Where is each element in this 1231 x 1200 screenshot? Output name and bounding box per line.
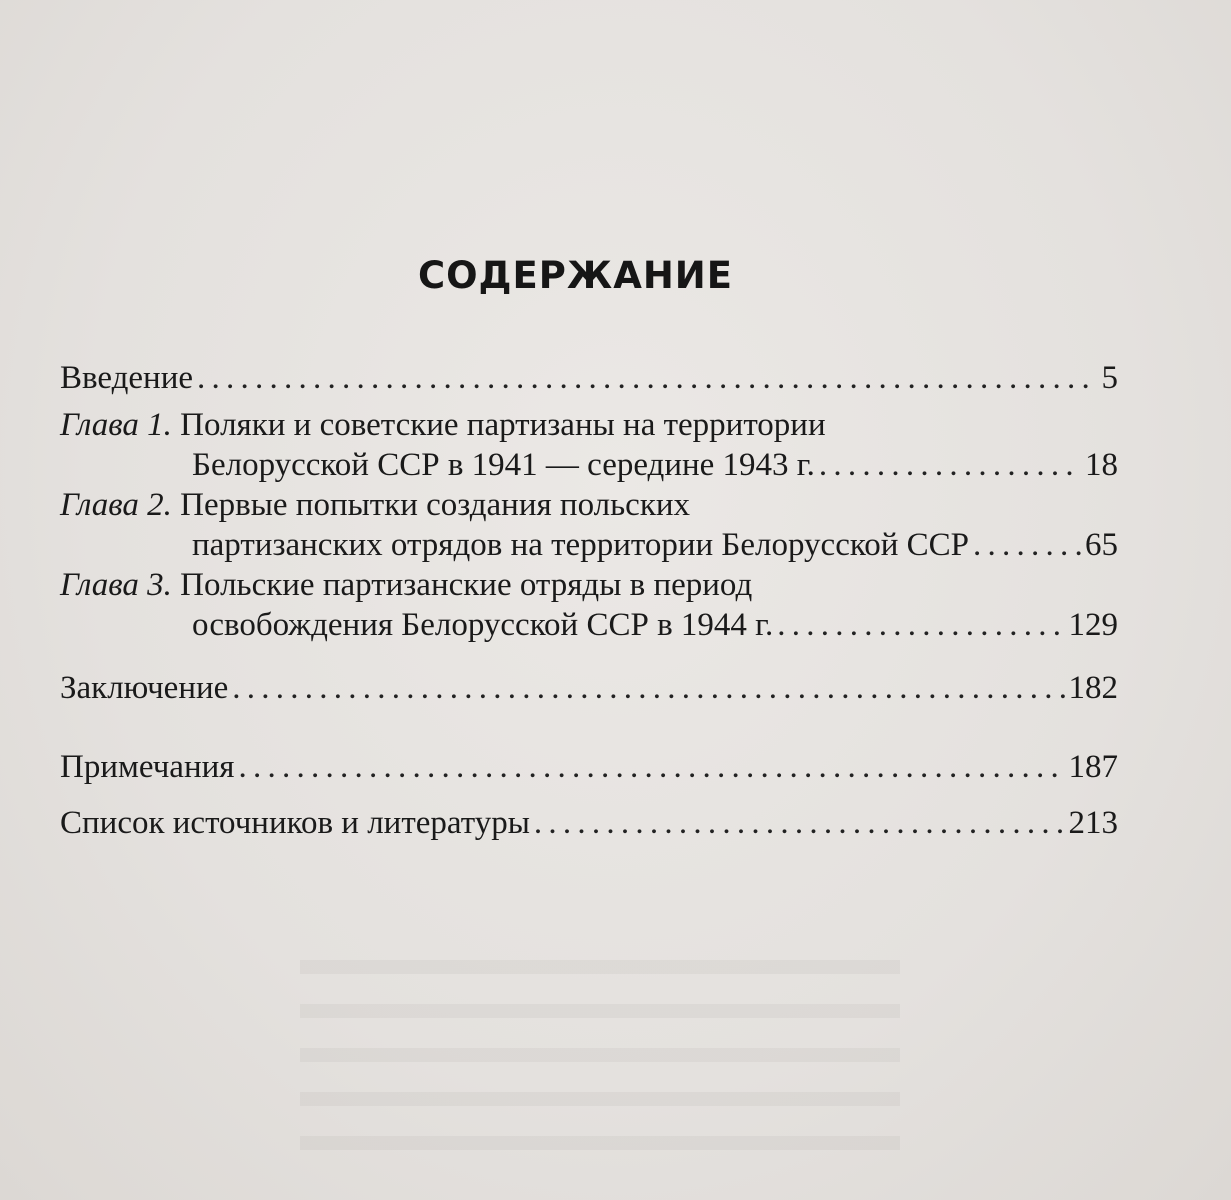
toc-entry-chapter-2 <box>60 485 1118 565</box>
toc-entry-chapter-3 <box>60 565 1118 645</box>
toc-entry-title-continued: Белорусской ССР в 1941 — середине 1943 г. <box>192 447 815 483</box>
toc-entry-title-continued: освобождения Белорусской ССР в 1944 г. <box>192 607 774 643</box>
dot-leader <box>973 525 1081 565</box>
toc-entry-title: Первые попытки создания польских <box>180 487 691 523</box>
toc-entry-introduction <box>60 358 1118 398</box>
toc-page-number: 182 <box>1068 670 1118 706</box>
toc-chapter-label: Глава 1. <box>60 407 172 443</box>
toc-entry-title: Введение <box>60 360 194 396</box>
toc-page-number: 129 <box>1068 607 1118 643</box>
toc-entry-chapter-1 <box>60 405 1118 485</box>
toc-entry-title: Список источников и литературы <box>60 805 530 841</box>
toc-heading: СОДЕРЖАНИЕ <box>417 254 734 297</box>
toc-entry-title: Заключение <box>60 670 229 706</box>
toc-page-number: 213 <box>1068 805 1118 841</box>
bleed-through-texture <box>300 930 900 1180</box>
toc-chapter-label: Глава 2. <box>60 487 172 523</box>
dot-leader <box>534 803 1065 843</box>
toc-entry-conclusion <box>60 668 1118 708</box>
toc-entry-title-continued: партизанских отрядов на территории Белорусской ССР <box>192 527 969 563</box>
toc-page-number: 187 <box>1068 749 1118 785</box>
toc-chapter-label: Глава 3. <box>60 567 172 603</box>
dot-leader <box>232 668 1064 708</box>
toc-page-number: 18 <box>1085 447 1118 483</box>
dot-leader <box>197 358 1097 398</box>
toc-entry-title: Примечания <box>60 749 235 785</box>
toc-entry-bibliography <box>60 803 1118 843</box>
toc-page-number: 65 <box>1085 527 1118 563</box>
toc-entry-title: Польские партизанские отряды в период <box>180 567 753 603</box>
toc-page-number: 5 <box>1101 360 1118 396</box>
toc-entry-title: Поляки и советские партизаны на территории <box>180 407 826 443</box>
toc-entry-notes <box>60 747 1118 787</box>
dot-leader <box>819 445 1081 485</box>
dot-leader <box>777 605 1064 645</box>
dot-leader <box>238 747 1064 787</box>
